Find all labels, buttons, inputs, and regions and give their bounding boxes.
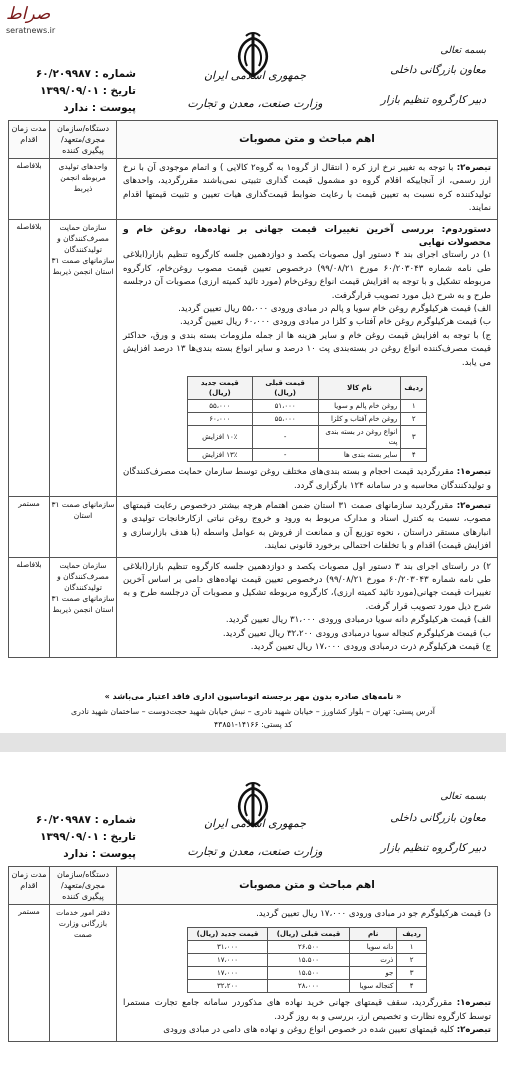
th-row: ردیف (397, 928, 427, 941)
letter-date (16, 83, 136, 100)
cell-new: ۶۰،۰۰۰ (188, 413, 253, 426)
table-row (9, 159, 498, 220)
cell-new: ۱۷،۰۰۰ (188, 954, 268, 967)
clause-c: ج) قیمت هرکیلوگرم ذرت درمبادی ورودی ۱۷،۰۰۰ ریال تعیین گردید. (250, 641, 491, 652)
resolution-text (117, 905, 498, 1042)
letterhead-ministry: وزارت صنعت، معدن و تجارت (187, 97, 323, 110)
cell-index: ۳ (401, 426, 427, 449)
watermark-site: seratnews.ir (6, 26, 56, 35)
date-label: تاریخ : (102, 85, 136, 97)
cell-new: ۵۵،۰۰۰ (188, 400, 253, 413)
action-time: مستمر (9, 905, 50, 1042)
col-org: دستگاه/سازمان مجری/متعهد/ پیگیری کننده (50, 867, 117, 905)
note-label: تبصره۱: (456, 998, 492, 1009)
date-value: ۱۳۹۹/۰۹/۰۱ (40, 85, 100, 97)
col-content: اهم مباحث و متن مصوبات (117, 121, 498, 159)
th-name: نام کالا (318, 377, 401, 400)
cell-old: ۲۶،۵۰۰ (268, 941, 350, 954)
feed-price-table (187, 927, 427, 993)
cell-name: دانه سویا (349, 941, 396, 954)
responsible-org: سازمان حمایت مصرف‌کنندگان و تولیدکنندگان سازمانهای صمت ۳۱ استان انجمن ذیربط (50, 557, 117, 658)
resolution-text (117, 159, 498, 220)
cell-index: ۱ (401, 400, 427, 413)
action-time: بلافاصله (9, 219, 50, 496)
cell-new: ۱۳٪ افزایش (188, 449, 253, 462)
letter-page-2 (0, 752, 506, 1075)
col-time: مدت زمان اقدام (9, 121, 50, 159)
resolutions-table (8, 120, 498, 658)
oil-table-row (188, 413, 427, 426)
oil-table-row (188, 426, 427, 449)
table-row (9, 219, 498, 496)
cell-index: ۴ (397, 980, 427, 993)
col-org: دستگاه/سازمان مجری/متعهد/ پیگیری کننده (50, 121, 117, 159)
letter-number (16, 812, 136, 829)
clause-c: ج) با توجه به افزایش قیمت روغن خام و سایر هزینه ها از جمله ملزومات بسته بندی و ورق، حداکثر قیمت مصرف‌کننده انواع روغن در بسته‌بندی پت ۱۰ درصد و سایر انواع بسته بندی‌ها ۱۳ درصد افزایش می یابد. (123, 330, 491, 368)
cell-new: ۱۷،۰۰۰ (188, 967, 268, 980)
cell-name: سایر بسته بندی ها (318, 449, 401, 462)
oil-table-row (188, 449, 427, 462)
th-name: نام (349, 928, 396, 941)
feed-table-row (188, 954, 427, 967)
attach-value: ندارد (63, 102, 89, 114)
note-text: کلیه قیمتهای تعیین شده در خصوص انواع روغن و نهاده های دامی در مبادی ورودی (163, 1025, 454, 1036)
paragraph: ۱) در راستای اجرای بند ۴ دستور اول مصوبات یکصد و دوازدهمین جلسه کارگروه تنظیم بازار(ابلاغی طی نامه شماره ۶۰/۲۰۳۰۴۳ مورخ ۹۹/۰۸/۲۱) درخصوص تعیین قیمت مصوب روغن‌خام، کارگروه مربوطه تشکیل و با توجه به افزایش قیمت انواع روغن‌خام (مورد تائید کمیته ارزی) مصوبات آن درجلسه طرح و به شرح ذیل مورد تصویب قرارگرفت. (123, 250, 492, 301)
th-new-price: قیمت جدید (ریال) (188, 928, 268, 941)
letterhead-country: جمهوری اسلامی ایران (203, 69, 307, 82)
watermark (6, 4, 96, 50)
responsible-org: واحدهای تولیدی مربوطه انجمن ذیربط (50, 159, 117, 220)
postal-address: آدرس پستی: تهران – بلوار کشاورز – خیابان شهید نادری – نبش خیابان شهید حجت‌دوست – ساختمان شهید نادری (71, 707, 435, 716)
cell-index: ۳ (397, 967, 427, 980)
letter-attachment (16, 846, 136, 863)
action-time: بلافاصله (9, 159, 50, 220)
col-content: اهم مباحث و متن مصوبات (117, 867, 498, 905)
cell-index: ۴ (401, 449, 427, 462)
resolution-text (117, 496, 498, 557)
oil-price-table (187, 376, 427, 462)
oil-table-row (188, 400, 427, 413)
resolution-text (117, 557, 498, 658)
letterhead-deputy: معاون بازرگانی داخلی (390, 812, 486, 824)
cell-old: ۵۱،۰۰۰ (252, 400, 318, 413)
paragraph: ۲) در راستای اجرای بند ۳ دستور اول مصوبات یکصد و دوازدهمین جلسه کارگروه تنظیم بازار(ابلاغی طی نامه شماره ۶۰/۲۰۳۰۴۳ مورخ ۹۹/۰۸/۲۱) درخصوص تعیین قیمت نهاده‌های دامی بر اساس آخرین تغییرات قیمت جهانی(مورد تائید کمیته ارزی)، کارگروه مربوطه تشکیل و مصوبات آن درجلسه طرح و به شرح ذیل مورد تصویب قرار گرفت. (123, 561, 492, 612)
watermark-logo: صراط (6, 4, 51, 24)
clause-a: الف) قیمت هرکیلوگرم روغن خام سویا و پالم در مبادی ورودی ۵۵،۰۰۰ ریال تعیین گردید. (178, 304, 491, 315)
number-value: ۶۰/۲۰۹۹۸۷ (35, 814, 91, 826)
number-value: ۶۰/۲۰۹۹۸۷ (35, 68, 91, 80)
cell-old: ۲۸،۰۰۰ (268, 980, 350, 993)
cell-name: ذرت (349, 954, 396, 967)
cell-new: ۳۱،۰۰۰ (188, 941, 268, 954)
letterhead-secretary: دبیر کارگروه تنظیم بازار (380, 94, 486, 106)
feed-table-row (188, 941, 427, 954)
note-label: تبصره۲: (456, 1025, 491, 1036)
responsible-org: سازمان حمایت مصرف‌کنندگان و تولیدکنندگان سازمانهای صمت ۳۱ استان انجمن ذیربط (50, 219, 117, 496)
letterhead-secretary: دبیر کارگروه تنظیم بازار (380, 842, 486, 854)
note-paragraph (123, 1024, 491, 1037)
responsible-org: سازمانهای صمت ۳۱ استان (50, 496, 117, 557)
note-label: تبصره۲: (456, 163, 492, 173)
cell-name: انواع روغن در بسته بندی پت (318, 426, 401, 449)
clause-a: الف) قیمت هرکیلوگرم دانه سویا درمبادی ورودی ۳۱،۰۰۰ ریال تعیین گردید. (225, 615, 491, 626)
col-time: مدت زمان اقدام (9, 867, 50, 905)
cell-old: ۱۵،۵۰۰ (268, 954, 350, 967)
attach-value: ندارد (63, 848, 89, 860)
note-paragraph (123, 466, 491, 493)
cell-index: ۱ (397, 941, 427, 954)
attach-label: پیوست : (91, 102, 136, 114)
date-value: ۱۳۹۹/۰۹/۰۱ (40, 831, 100, 843)
resolution-text (117, 219, 498, 496)
table-row (9, 905, 498, 1042)
letterhead-country: جمهوری اسلامی ایران (203, 817, 307, 830)
letter-number (16, 66, 136, 83)
cell-name: جو (349, 967, 396, 980)
responsible-org: دفتر امور خدمات بازرگانی وزارت صمت (50, 905, 117, 1042)
feed-table-row (188, 967, 427, 980)
th-old-price: قیمت قبلی (ریال) (268, 928, 350, 941)
clause-b: ب) قیمت هرکیلوگرم کنجاله سویا درمبادی ورودی ۳۲،۲۰۰ ریال تعیین گردید. (222, 628, 491, 639)
number-label: شماره : (94, 814, 136, 826)
cell-index: ۲ (401, 413, 427, 426)
cell-old: ۱۵،۵۰۰ (268, 967, 350, 980)
table-header-row (9, 867, 498, 905)
number-label: شماره : (94, 68, 136, 80)
letter-attachment (16, 100, 136, 117)
letterhead-ministry: وزارت صنعت، معدن و تجارت (187, 845, 323, 858)
date-label: تاریخ : (102, 831, 136, 843)
th-new-price: قیمت جدید (ریال) (188, 377, 253, 400)
letterhead-basmala: بسمه تعالی (440, 791, 486, 802)
note-label: تبصره۲: (456, 500, 491, 511)
clause-d: د) قیمت هرکیلوگرم جو در مبادی ورودی ۱۷،۰۰۰ ریال تعیین گردید. (256, 909, 491, 919)
note-text: با توجه به تغییر نرخ ارز کره ( انتقال از گروه۱ به گروه۲ کالایی ) و اتمام موجودی آن با نرخ ارز رسمی، از آنجاییکه اقلام گروه دو مشمول قیمت گذاری تثبیتی نمی‌باشند مقررگردید، واحدهای تولیدکننده کره نسبت به تعیین قیمت با رعایت ضوابط قیمت‌گذاری هیات تعیین و تثبیت قیمتها اقدام نمایند. (123, 163, 491, 214)
clause-b: ب) قیمت هرکیلوگرم روغن خام آفتاب و کلزا در مبادی ورودی ۶۰،۰۰۰ ریال تعیین گردید. (180, 317, 491, 328)
cell-old: - (252, 426, 318, 449)
th-old-price: قیمت قبلی (ریال) (252, 377, 318, 400)
cell-name: کنجاله سویا (349, 980, 396, 993)
note-text: مقررگردید قیمت احجام و بسته بندی‌های مختلف روغن توسط سازمان حمایت مصرف‌کنندگان و تولیدکنندگان محاسبه و در سامانه ۱۲۴ بارگزاری گردد. (123, 467, 491, 491)
cell-name: روغن خام پالم و سویا (318, 400, 401, 413)
cell-index: ۲ (397, 954, 427, 967)
action-time: بلافاصله (9, 557, 50, 658)
page-separator (0, 733, 506, 752)
cell-new: ۱۰٪ افزایش (188, 426, 253, 449)
action-time: مستمر (9, 496, 50, 557)
postal-code: کد پستی: ۱۴۱۶۶-۴۳۸۵۱ (213, 720, 293, 729)
cell-new: ۳۲،۲۰۰ (188, 980, 268, 993)
th-row: ردیف (401, 377, 427, 400)
attach-label: پیوست : (91, 848, 136, 860)
resolutions-table (8, 866, 498, 1042)
agenda-title: دستوردوم: بررسی آخرین تغییرات قیمت جهانی بر نهاده‌ها، روغن خام و محصولات نهایی (123, 223, 491, 249)
note-text: مقررگردید سازمانهای صمت ۳۱ استان ضمن اهتمام هرچه بیشتر درخصوص رعایت قیمتهای مصوب، نسبت به کنترل اسناد و مدارک مربوط به ورود و خروج روغن نباتی ازکارخانجات تولیدی و انبارهای مستقر دراستان ، نحوه توزیع آن و ممانعت از فروش به عوامل واسطه (با هدف بازارسازی و افزایش قیمت) اقدام و با تخلفات احتمالی برخورد قانونی نمایند. (123, 500, 491, 552)
letter-date (16, 829, 136, 846)
table-row (9, 557, 498, 658)
validity-note: « نامه‌های صادره بدون مهر برجسته اتوماسیون اداری فاقد اعتبار می‌باشد » (104, 692, 402, 701)
note-paragraph (123, 997, 491, 1024)
feed-table-row (188, 980, 427, 993)
cell-old: ۵۵،۰۰۰ (252, 413, 318, 426)
letterhead-basmala: بسمه تعالی (440, 45, 486, 56)
letterhead-deputy: معاون بازرگانی داخلی (390, 64, 486, 76)
cell-old: - (252, 449, 318, 462)
oil-table-header (188, 377, 427, 400)
table-row (9, 496, 498, 557)
feed-table-header (188, 928, 427, 941)
note-label: تبصره۱: (456, 467, 491, 478)
cell-name: روغن خام آفتاب و کلزا (318, 413, 401, 426)
note-text: مقررگردید، سقف قیمتهای جهانی خرید نهاده های مذکوردر سامانه جامع تجارت مستمرا توسط کارگروه نظارت و تخصیص ارز، بررسی و به روز گردد. (123, 998, 491, 1022)
table-header-row (9, 121, 498, 159)
